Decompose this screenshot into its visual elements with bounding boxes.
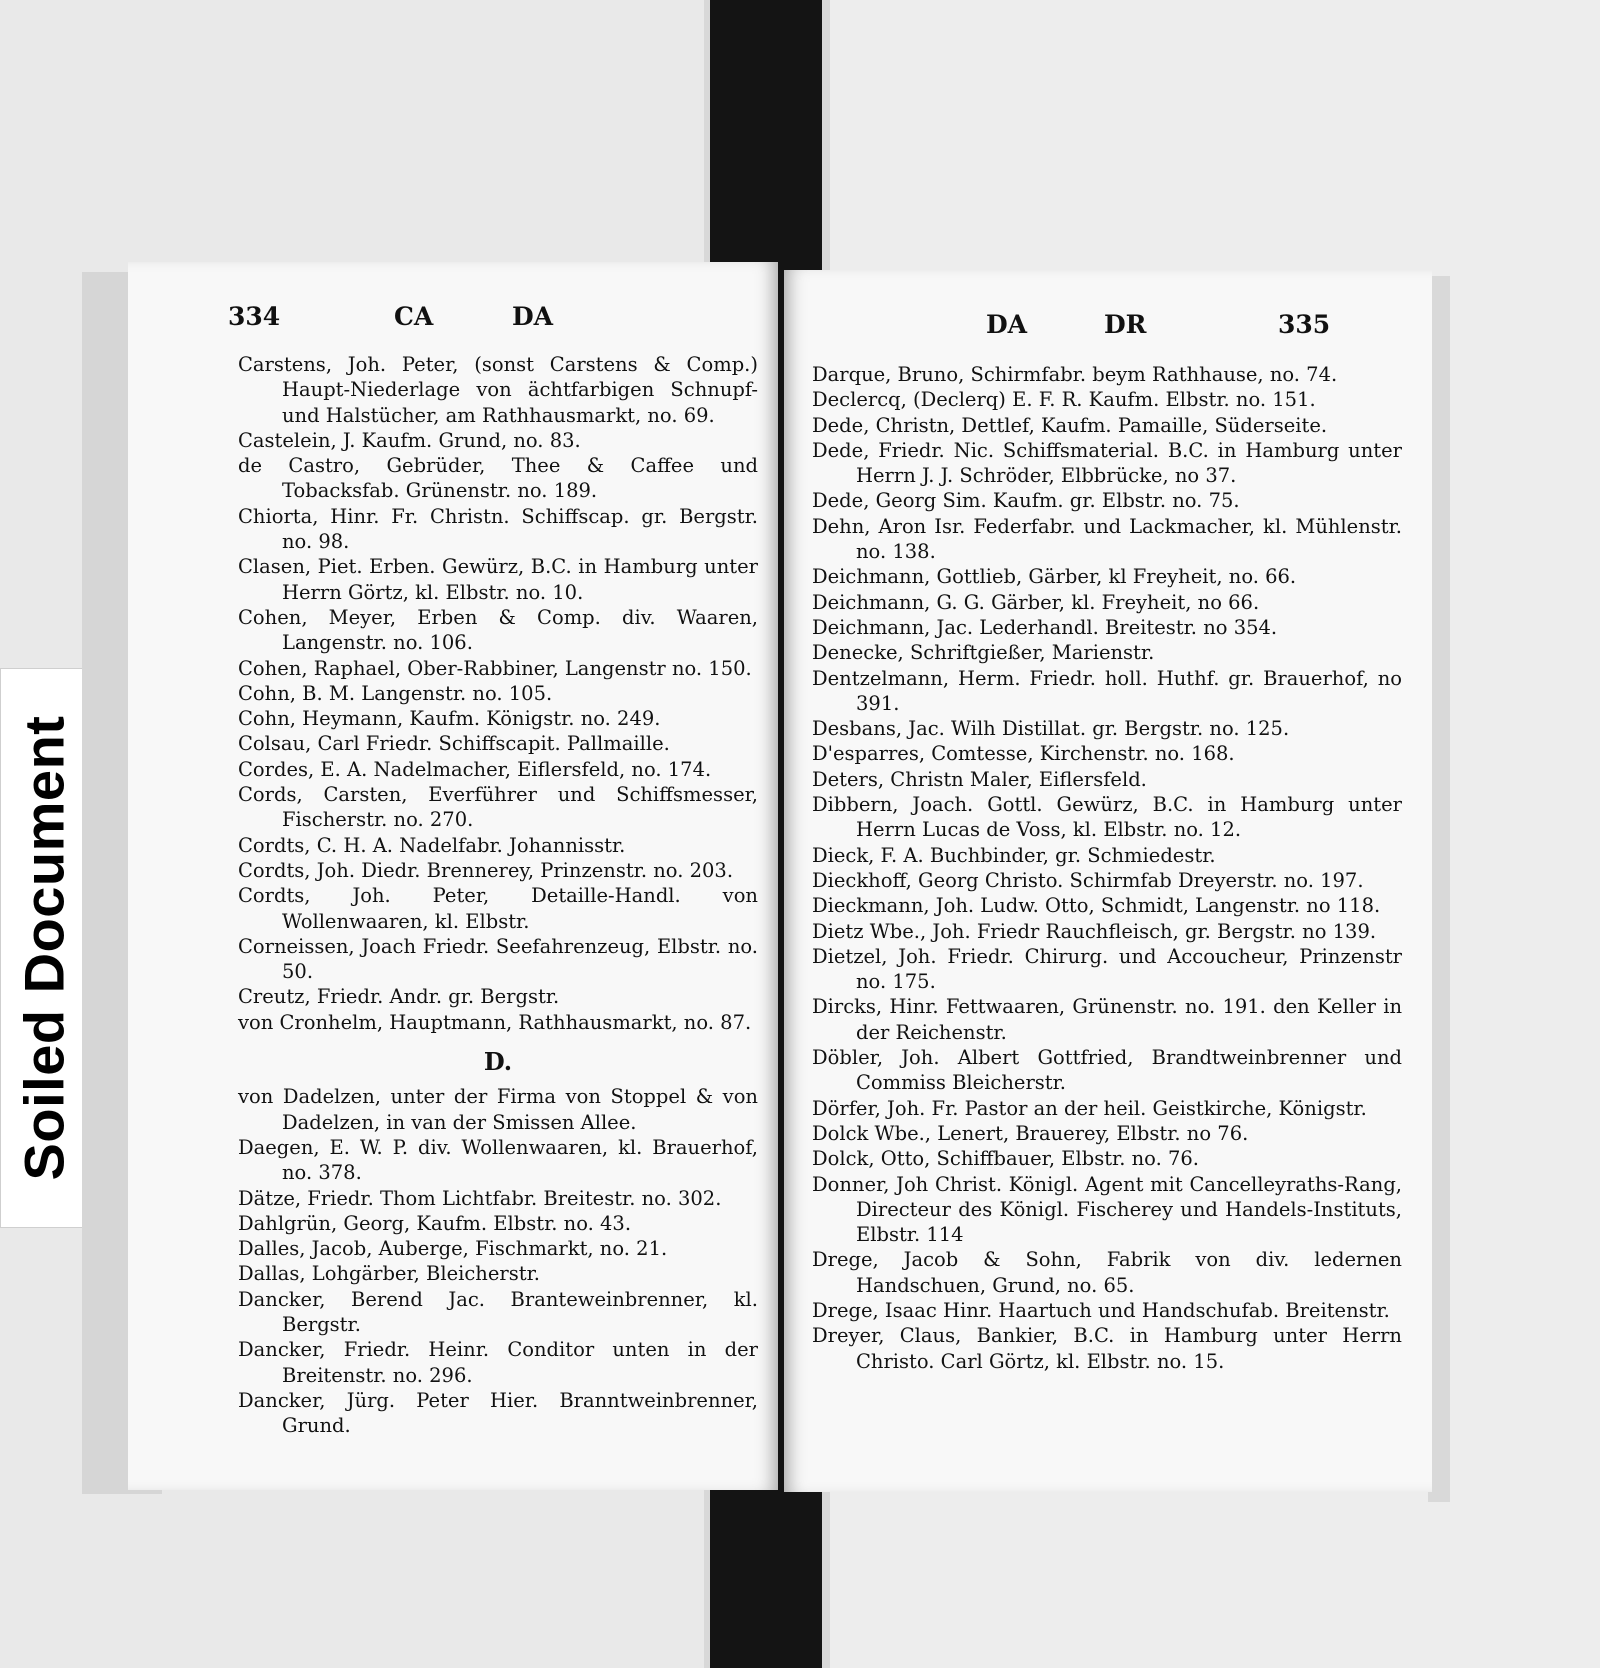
directory-entry: Dircks, Hinr. Fettwaaren, Grünenstr. no. 191. den Keller in der Reichenstr. [812, 995, 1402, 1044]
directory-entry: Deters, Christn Maler, Eiflersfeld. [812, 767, 1147, 791]
directory-entry: Dede, Georg Sim. Kaufm. gr. Elbstr. no. 75. [812, 489, 1240, 513]
directory-entry: Dalles, Jacob, Auberge, Fischmarkt, no. 21. [238, 1237, 668, 1261]
directory-entry: Dietzel, Joh. Friedr. Chirurg. und Accoucheur, Prinzenstr no. 175. [812, 944, 1402, 994]
directory-entry: Cordes, E. A. Nadelmacher, Eiflersfeld, no. 174. [238, 757, 712, 781]
directory-entry: Daegen, E. W. P. div. Wollenwaaren, kl. Brauerhof, no. 378. [238, 1135, 758, 1185]
directory-entry: Dolck Wbe., Lenert, Brauerey, Elbstr. no 76. [812, 1121, 1249, 1145]
directory-entry: Desbans, Jac. Wilh Distillat. gr. Bergstr. no. 125. [812, 717, 1290, 741]
directory-entry: Corneissen, Joach Friedr. Seefahrenzeug, Elbstr. no. 50. [238, 934, 758, 984]
directory-entry: Dibbern, Joach. Gottl. Gewürz, B.C. in Hamburg unter Herrn Lucas de Voss, kl. Elbstr. no. 12. [812, 793, 1402, 842]
directory-entry: Declercq, (Declerq) E. F. R. Kaufm. Elbstr. no. 151. [812, 388, 1316, 412]
directory-entry: Drege, Isaac Hinr. Haartuch und Handschufab. Breitenstr. [812, 1298, 1390, 1322]
left-page-header [128, 302, 778, 342]
directory-entry: Dancker, Berend Jac. Branteweinbrenner, kl. Bergstr. [238, 1287, 758, 1336]
directory-entry: Deichmann, G. G. Gärber, kl. Freyheit, no 66. [812, 590, 1260, 614]
directory-entry: Döbler, Joh. Albert Gottfried, Brandtweinbrenner und Commiss Bleicherstr. [812, 1046, 1402, 1095]
directory-entry: Dolck, Otto, Schiffbauer, Elbstr. no. 76. [812, 1147, 1199, 1171]
directory-entry: von Dadelzen, unter der Firma von Stoppel & von Dadelzen, in van der Smissen Allee. [238, 1085, 758, 1134]
directory-entry: Cohen, Raphael, Ober-Rabbiner, Langenstr no. 150. [238, 656, 752, 680]
directory-entry: Cordts, Joh. Peter, Detaille-Handl. von Wollenwaaren, kl. Elbstr. [238, 884, 758, 933]
left-header-left: CA [394, 302, 434, 331]
left-header-right: DA [512, 302, 554, 331]
right-page-header [784, 310, 1432, 350]
soiled-document-label: Soiled Document [12, 715, 76, 1181]
directory-entry: Carstens, Joh. Peter, (sonst Carstens & Comp.) Haupt-Niederlage von ächtfarbigen Schnupf- und Halstücher, am Rathhausmarkt, no. 69. [238, 353, 758, 427]
directory-entry: Colsau, Carl Friedr. Schiffscapit. Pallmaille. [238, 732, 670, 756]
directory-entry: Deichmann, Gottlieb, Gärber, kl Freyheit, no. 66. [812, 565, 1297, 589]
directory-entry: Dede, Friedr. Nic. Schiffsmaterial. B.C. in Hamburg unter Herrn J. J. Schröder, Elbbrücke, no 37. [812, 438, 1402, 488]
directory-entry: Darque, Bruno, Schirmfabr. beym Rathhause, no. 74. [812, 363, 1338, 386]
directory-entry: Dieck, F. A. Buchbinder, gr. Schmiedestr. [812, 843, 1216, 867]
directory-entry: Dahlgrün, Georg, Kaufm. Elbstr. no. 43. [238, 1211, 632, 1235]
directory-entry: Dätze, Friedr. Thom Lichtfabr. Breitestr. no. 302. [238, 1186, 722, 1210]
directory-entry: Castelein, J. Kaufm. Grund, no. 83. [238, 428, 581, 452]
left-page [128, 262, 778, 1490]
directory-entry: Dentzelmann, Herm. Friedr. holl. Huthf. gr. Brauerhof, no 391. [812, 666, 1402, 715]
right-entries [812, 362, 1402, 1374]
directory-entry: Drege, Jacob & Sohn, Fabrik von div. ledernen Handschuen, Grund, no. 65. [812, 1248, 1402, 1297]
directory-entry: D'esparres, Comtesse, Kirchenstr. no. 168. [812, 742, 1235, 766]
directory-entry: Donner, Joh Christ. Königl. Agent mit Cancelleyraths-Rang, Directeur des Königl. Fischerey und Handels-Instituts, Elbstr. 114 [812, 1172, 1402, 1247]
left-page-number: 334 [228, 302, 281, 331]
directory-entry: Cohen, Meyer, Erben & Comp. div. Waaren, Langenstr. no. 106. [238, 605, 758, 655]
directory-entry: Creutz, Friedr. Andr. gr. Bergstr. [238, 985, 560, 1009]
directory-entry: Dietz Wbe., Joh. Friedr Rauchfleisch, gr. Bergstr. no 139. [812, 919, 1377, 943]
section-letter: D. [483, 1047, 513, 1077]
directory-entry: Denecke, Schriftgießer, Marienstr. [812, 641, 1155, 665]
directory-entry: Cords, Carsten, Everführer und Schiffsmesser, Fischerstr. no. 270. [238, 783, 758, 832]
directory-entry: de Castro, Gebrüder, Thee & Caffee und Tobacksfab. Grünenstr. no. 189. [238, 454, 758, 503]
directory-entry: Cohn, B. M. Langenstr. no. 105. [238, 681, 553, 705]
directory-entry: Dehn, Aron Isr. Federfabr. und Lackmacher, kl. Mühlenstr. no. 138. [812, 514, 1402, 564]
directory-entry: Deichmann, Jac. Lederhandl. Breitestr. no 354. [812, 615, 1278, 639]
directory-entry: Dallas, Lohgärber, Bleicherstr. [238, 1262, 540, 1286]
directory-entry: von Cronhelm, Hauptmann, Rathhausmarkt, no. 87. [238, 1010, 752, 1034]
directory-entry: Dreyer, Claus, Bankier, B.C. in Hamburg unter Herrn Christo. Carl Görtz, kl. Elbstr. no. 15. [812, 1324, 1402, 1373]
directory-entry: Chiorta, Hinr. Fr. Christn. Schiffscap. gr. Bergstr. no. 98. [238, 504, 758, 554]
right-page-number: 335 [1278, 310, 1331, 339]
directory-entry: Cordts, C. H. A. Nadelfabr. Johannisstr. [238, 833, 626, 857]
directory-entry: Dancker, Friedr. Heinr. Conditor unten in der Breitenstr. no. 296. [238, 1338, 758, 1387]
directory-entry: Dancker, Jürg. Peter Hier. Branntweinbrenner, Grund. [238, 1388, 758, 1438]
left-entries [238, 352, 758, 1438]
right-header-right: DR [1104, 310, 1147, 339]
directory-entry: Cohn, Heymann, Kaufm. Königstr. no. 249. [238, 707, 661, 731]
directory-entry: Cordts, Joh. Diedr. Brennerey, Prinzenstr. no. 203. [238, 858, 734, 882]
right-header-left: DA [986, 310, 1028, 339]
directory-entry: Dede, Christn, Dettlef, Kaufm. Pamaille, Süderseite. [812, 413, 1328, 437]
directory-entry: Dieckhoff, Georg Christo. Schirmfab Dreyerstr. no. 197. [812, 868, 1364, 892]
directory-entry: Dörfer, Joh. Fr. Pastor an der heil. Geistkirche, Königstr. [812, 1096, 1367, 1120]
directory-entry: Dieckmann, Joh. Ludw. Otto, Schmidt, Langenstr. no 118. [812, 894, 1381, 918]
directory-entry: Clasen, Piet. Erben. Gewürz, B.C. in Hamburg unter Herrn Görtz, kl. Elbstr. no. 10. [238, 555, 758, 604]
right-page [784, 270, 1432, 1492]
